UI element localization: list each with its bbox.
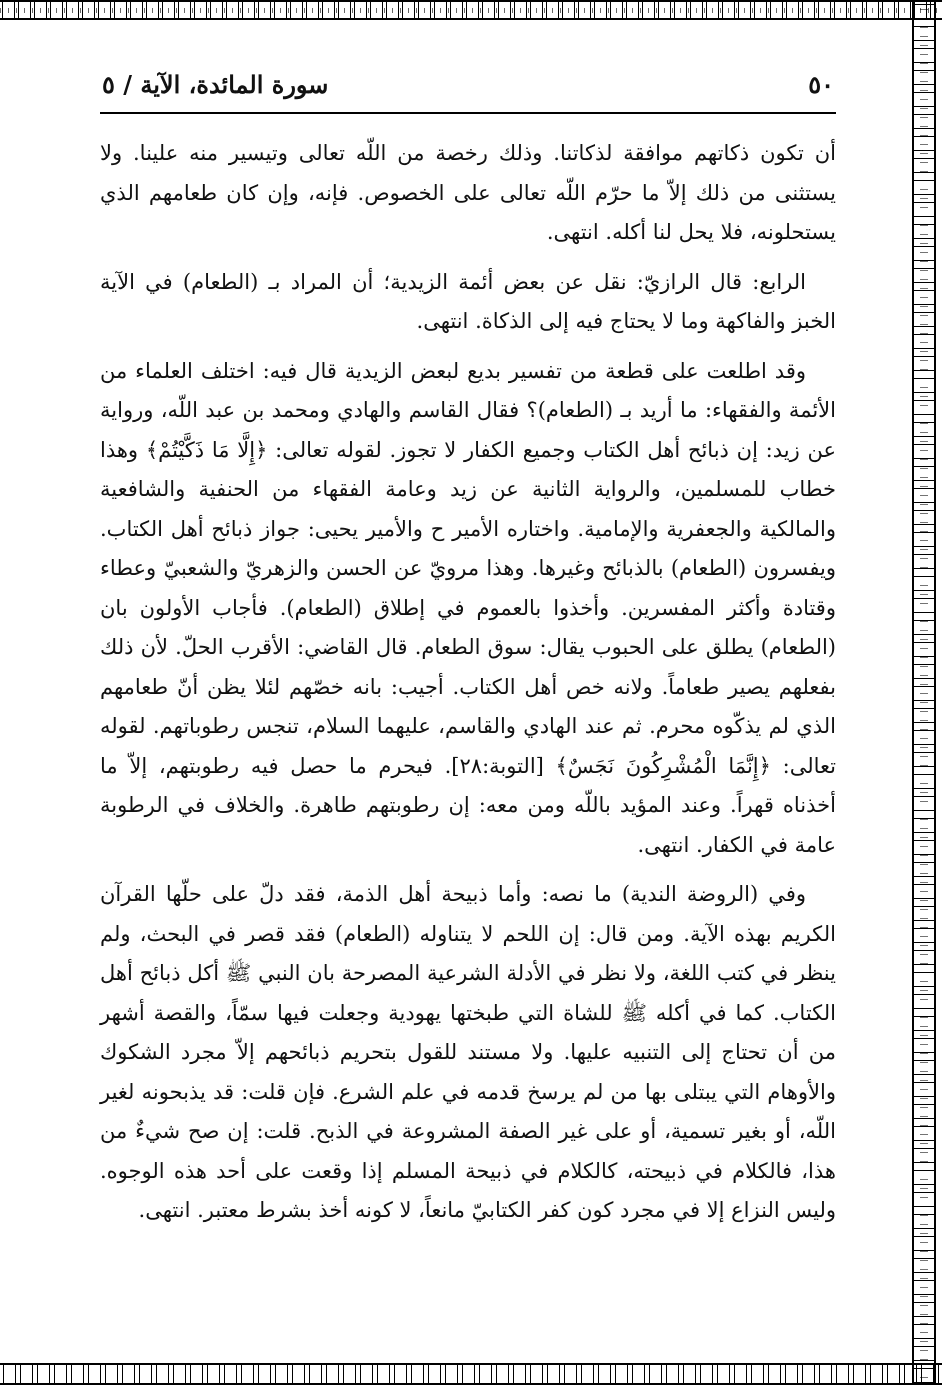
page-number: ٥٠ [808,70,834,99]
body-text [100,134,836,1231]
running-header [100,60,836,114]
right-ornamental-border [912,0,936,1385]
chapter-title: سورة المائدة، الآية / ٥ [102,70,329,99]
book-page [100,60,836,1241]
bottom-ornamental-border [0,1363,942,1385]
top-ornamental-border [0,0,942,20]
paragraph-zaydi-tafsir: وقد اطلعت على قطعة من تفسير بديع لبعض الزيدية قال فيه: اختلف العلماء من الأئمة والفقهاء: ما أريد بـ (الطعام)؟ فقال القاسم والهادي ومحمد بن عبد اللّه، ورواية عن زيد: إن ذبائح أهل الكتاب وجميع الكفار لا تجوز. لقوله تعالى: ﴿إِلَّا مَا ذَكَّيْتُمْ﴾ وهذا خطاب للمسلمين، والرواية الثانية عن زيد وعامة الفقهاء من الحنفية والشافعية والمالكية والجعفرية والإمامية. واختاره الأمير ح والأمير يحيى: جواز ذبائح أهل الكتاب. ويفسرون (الطعام) بالذبائح وغيرها. وهذا مرويّ عن الحسن والزهريّ والشعبيّ وعطاء وقتادة وأكثر المفسرين. وأخذوا بالعموم في إطلاق (الطعام). فأجاب الأولون بان (الطعام) يطلق على الحبوب يقال: سوق الطعام. قال القاضي: الأقرب الحلّ. لأن ذلك بفعلهم يصير طعاماً. ولانه خص أهل الكتاب. أجيب: بانه خصّهم لئلا يظن أنّ طعامهم الذي لم يذكّوه محرم. ثم عند الهادي والقاسم، عليهما السلام، تنجس رطوباتهم. لقوله تعالى: ﴿إِنَّمَا الْمُشْرِكُونَ نَجَسٌ﴾ [التوبة:٢٨]. فيحرم ما حصل فيه رطوبتهم، إلاّ ما أخذناه قهراً. وعند المؤيد باللّه ومن معه: إن رطوبتهم طاهرة. والخلاف في الرطوبة عامة في الكفار. انتهى. [100,358,836,857]
paragraph-continuation: أن تكون ذكاتهم موافقة لذكاتنا. وذلك رخصة من اللّه تعالى وتيسير منه علينا. ولا يستثنى من ذلك إلاّ ما حرّم اللّه تعالى على الخصوص. فإنه، وإن كان طعامهم الذي يستحلونه، فلا يحل لنا أكله. انتهى. [100,141,836,244]
paragraph-razi: الرابع: قال الرازيّ: نقل عن بعض أئمة الزيدية؛ أن المراد بـ (الطعام) في الآية الخبز والفاكهة وما لا يحتاج فيه إلى الذكاة. انتهى. [100,269,836,333]
paragraph-rawda-nadiyya: وفي (الروضة الندية) ما نصه: وأما ذبيحة أهل الذمة، فقد دلّ على حلّها القرآن الكريم بهذه الآية. ومن قال: إن اللحم لا يتناوله (الطعام) فقد قصر في البحث، ولم ينظر في كتب اللغة، ولا نظر في الأدلة الشرعية المصرحة بان النبي ﷺ أكل ذبائح أهل الكتاب. كما في أكله ﷺ للشاة التي طبختها يهودية وجعلت فيها سمّاً، والقصة أشهر من أن تحتاج إلى التنبيه عليها. ولا مستند للقول بتحريم ذبائحهم إلاّ مجرد الشكوك والأوهام التي يبتلى بها من لم يرسخ قدمه في علم الشرع. فإن قلت: قد يذبحونه لغير اللّه، أو بغير تسمية، أو على غير الصفة المشروعة في الذبح. قلت: إن صح شيءٌ من هذا، فالكلام في ذبيحته، كالكلام في ذبيحة المسلم إذا وقعت على أحد هذه الوجوه. وليس النزاع إلا في مجرد كون كفر الكتابيّ مانعاً، لا كونه أخذ بشرط معتبر. انتهى. [100,882,836,1222]
